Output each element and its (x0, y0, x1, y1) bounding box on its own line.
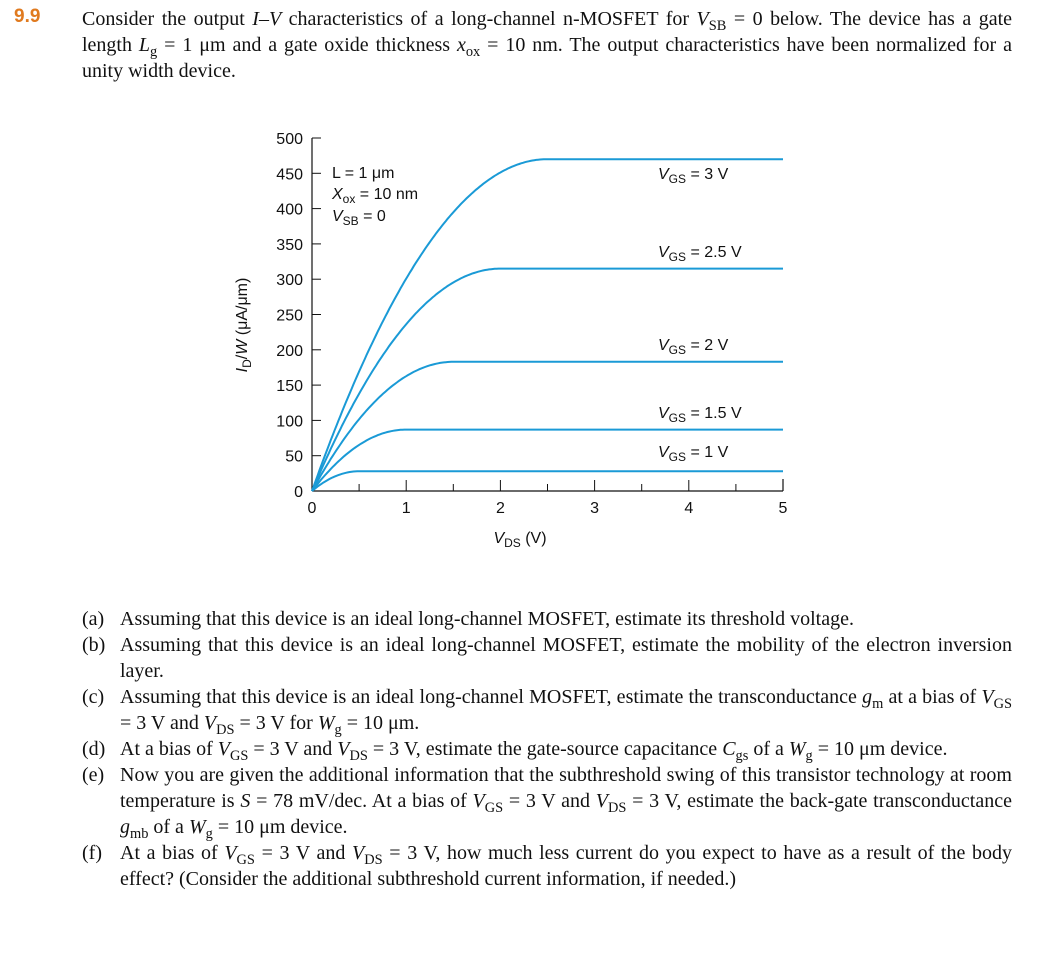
annotation-body-bias: $V_{SB} = 0$ (332, 208, 386, 228)
curve-label-vgs-2-5: $V_{GS} = 2.5$ V (658, 244, 742, 264)
question-d: (d) At a bias of $V_{GS} = 3$ V and $V_{DS} = 3$ V, estimate the gate-source capacitance $C_{gs}$ of a $W_g = 10$ μm device. (82, 738, 948, 764)
y-tick-label: 150 (276, 378, 303, 396)
question-list (82, 606, 1012, 892)
y-tick-label: 0 (294, 484, 303, 501)
parameter-annotation (331, 165, 418, 228)
problem-number: 9.9 (14, 6, 41, 27)
question-e: (e) Now you are given the additional information that the subthreshold swing of this transistor technology at room temperature is S = 78 mV/dec. At a bias of $V_{GS} = 3$ V and $V_{DS} = 3$ V, estimate the back-gate transconductance $g_{mb}$ of a $W_g = 10$ μm device. (82, 764, 1012, 842)
curve-label-vgs-3: $V_{GS} = 3$ V (658, 166, 729, 186)
question-c: (c) Assuming that this device is an ideal long-channel MOSFET, estimate the transconductance $g_m$ at a bias of $V_{GS} = 3$ V and $V_{DS} = 3$ V for $W_g = 10$ μm. (82, 686, 1013, 738)
curve-label-vgs-1-5: $V_{GS} = 1.5$ V (658, 405, 742, 425)
y-tick-label: 400 (276, 201, 303, 219)
x-tick-label: 0 (307, 500, 317, 517)
curve-label-vgs-1: $V_{GS} = 1$ V (658, 444, 729, 464)
y-tick-label: 350 (276, 236, 303, 254)
curve-label-vgs-2: $V_{GS} = 2$ V (658, 337, 729, 357)
problem-statement: Consider the output I–V characteristics of a long-channel n-MOSFET for $V_{SB} = 0$ below. The device has a gate length $L_g = 1$ μm and a gate oxide thickness $x_{ox} = 10$ nm. The output characteristics have been normalized for a unity width device. (82, 8, 1013, 82)
y-axis-label: $I_D/W$ (μA/μm) (234, 277, 254, 373)
y-tick-label: 250 (276, 307, 303, 325)
annotation-gate-length: L = 1 μm (332, 165, 395, 182)
y-tick-label: 300 (276, 272, 303, 290)
x-tick-label: 2 (495, 500, 505, 517)
question-f: (f) At a bias of $V_{GS} = 3$ V and $V_{DS} = 3$ V, how much less current do you expect to have as a result of the body effect? (Consider the additional subthreshold current information, if needed.) (82, 842, 1012, 890)
iv-characteristics-chart (200, 120, 800, 560)
x-axis-ticks (308, 480, 788, 517)
question-b: (b) Assuming that this device is an ideal long-channel MOSFET, estimate the mobility of the electron inversion layer. (82, 634, 1012, 682)
x-tick-label: 5 (778, 500, 788, 517)
annotation-oxide-thickness: $X_{ox} = 10$ nm (332, 186, 419, 206)
y-tick-label: 200 (276, 342, 303, 360)
x-tick-label: 3 (590, 500, 600, 517)
x-tick-label: 1 (401, 500, 411, 517)
x-axis-label: $V_{DS}$ (V) (493, 530, 547, 550)
y-tick-label: 100 (276, 413, 303, 431)
y-axis-ticks (276, 131, 321, 501)
question-a: (a) Assuming that this device is an ideal long-channel MOSFET, estimate its threshold voltage. (82, 608, 854, 630)
y-tick-label: 500 (276, 131, 303, 148)
y-tick-label: 50 (285, 448, 303, 466)
x-tick-label: 4 (684, 500, 694, 517)
y-tick-label: 450 (276, 166, 303, 184)
